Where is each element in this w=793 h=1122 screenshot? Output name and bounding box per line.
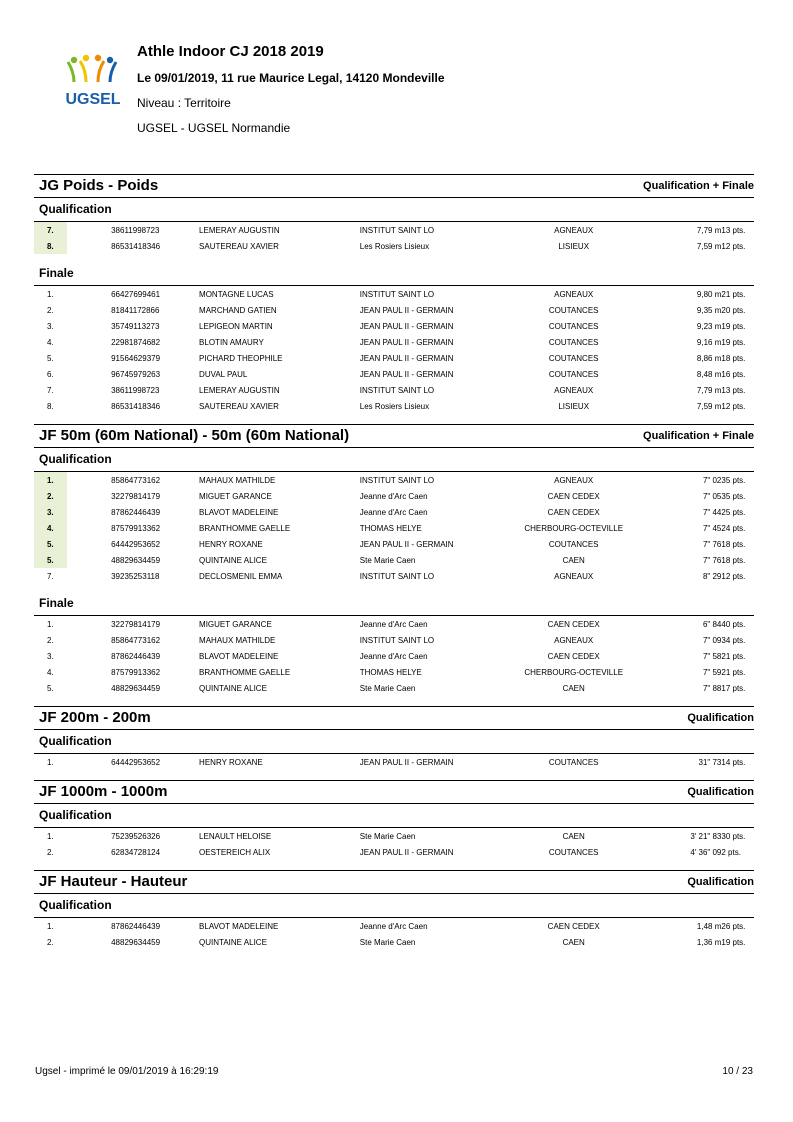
- athlete-name-cell: LEPIGEON MARTIN: [199, 321, 273, 331]
- license-cell: 96745979263: [111, 369, 161, 379]
- club-cell: INSTITUT SAINT LO: [359, 225, 435, 235]
- table-row: [34, 754, 754, 770]
- athlete-name-cell: SAUTEREAU XAVIER: [199, 401, 279, 411]
- rank-cell: 1.: [46, 619, 54, 629]
- table-row: [34, 536, 754, 552]
- phase-title: Finale: [34, 262, 754, 286]
- license-cell: 32279814179: [111, 619, 161, 629]
- performance-cell: 7" 58: [702, 651, 722, 661]
- rank-cell: 3.: [46, 321, 54, 331]
- event-type: Qualification: [687, 712, 754, 724]
- table-row: [34, 828, 754, 844]
- license-cell: 22981874682: [111, 337, 161, 347]
- city-cell: CAEN CEDEX: [547, 507, 600, 517]
- performance-cell: 9,16 m: [696, 337, 722, 347]
- table-row: [34, 472, 754, 488]
- rank-cell: 2.: [46, 305, 54, 315]
- spacer-cell: [67, 536, 112, 552]
- event-title: JF 50m (60m National) - 50m (60m National): [39, 427, 350, 444]
- club-cell: Ste Marie Caen: [359, 831, 416, 841]
- rank-cell: 7.: [46, 571, 54, 581]
- spacer-cell: [67, 488, 112, 504]
- license-cell: 48829634459: [111, 937, 161, 947]
- rank-cell: 3.: [34, 504, 67, 520]
- event-title: JF Hauteur - Hauteur: [39, 873, 188, 890]
- performance-cell: 1,36 m: [696, 937, 722, 947]
- rank-cell: 4.: [46, 667, 54, 677]
- athlete-name-cell: BRANTHOMME GAELLE: [199, 523, 291, 533]
- city-cell: LISIEUX: [558, 241, 590, 251]
- points-cell: 13 pts.: [721, 385, 746, 395]
- points-cell: 18 pts.: [721, 539, 746, 549]
- license-cell: 87579913362: [111, 667, 161, 677]
- event-title: JG Poids - Poids: [39, 177, 159, 194]
- results-content: [34, 174, 754, 960]
- table-row: [34, 350, 754, 366]
- license-cell: 38611998723: [111, 225, 160, 235]
- spacer-cell: [67, 302, 112, 318]
- club-cell: Jeanne d'Arc Caen: [359, 651, 428, 661]
- athlete-name-cell: HENRY ROXANE: [199, 757, 263, 767]
- event-date-location: Le 09/01/2019, 11 rue Maurice Legal, 14120 Mondeville: [137, 71, 445, 85]
- table-row: [34, 568, 754, 584]
- license-cell: 85864773162: [111, 635, 161, 645]
- city-cell: CAEN: [562, 937, 585, 947]
- city-cell: COUTANCES: [548, 305, 599, 315]
- phase-title: Finale: [34, 592, 754, 616]
- rank-cell: 2.: [46, 937, 54, 947]
- section-spacer: [34, 414, 754, 424]
- club-cell: JEAN PAUL II - GERMAIN: [359, 321, 454, 331]
- points-cell: 21 pts.: [721, 667, 746, 677]
- section-spacer: [34, 770, 754, 780]
- athlete-name-cell: OESTEREICH ALIX: [199, 847, 271, 857]
- city-cell: CAEN CEDEX: [547, 619, 600, 629]
- performance-cell: 7,79 m: [696, 385, 722, 395]
- event-section: [34, 424, 754, 706]
- performance-cell: 7" 02: [702, 475, 722, 485]
- table-row: [34, 366, 754, 382]
- event-type: Qualification: [687, 876, 754, 888]
- event-header: [34, 174, 754, 197]
- spacer-cell: [67, 520, 112, 536]
- club-cell: THOMAS HELYE: [359, 667, 422, 677]
- table-row: [34, 504, 754, 520]
- spacer-cell: [67, 632, 112, 648]
- table-row: [34, 680, 754, 696]
- phase-title: Qualification: [34, 447, 754, 472]
- license-cell: 39235253118: [111, 571, 160, 581]
- spacer-cell: [67, 222, 112, 238]
- club-cell: JEAN PAUL II - GERMAIN: [359, 539, 454, 549]
- points-cell: 35 pts.: [721, 475, 746, 485]
- city-cell: CAEN CEDEX: [547, 651, 600, 661]
- spacer-cell: [67, 918, 112, 934]
- spacer-cell: [67, 318, 112, 334]
- club-cell: JEAN PAUL II - GERMAIN: [359, 353, 454, 363]
- athlete-name-cell: QUINTAINE ALICE: [199, 683, 267, 693]
- athlete-name-cell: MONTAGNE LUCAS: [199, 289, 274, 299]
- license-cell: 35749113273: [111, 321, 160, 331]
- city-cell: COUTANCES: [548, 337, 599, 347]
- spacer-cell: [67, 568, 112, 584]
- points-cell: 19 pts.: [721, 937, 746, 947]
- rank-cell: 7.: [34, 222, 67, 238]
- performance-cell: 7,79 m: [696, 225, 722, 235]
- spacer-cell: [67, 616, 112, 632]
- spacer-cell: [67, 472, 112, 488]
- athlete-name-cell: BRANTHOMME GAELLE: [199, 667, 291, 677]
- phase-title: Qualification: [34, 803, 754, 828]
- license-cell: 87862446439: [111, 651, 161, 661]
- rank-cell: 7.: [46, 385, 54, 395]
- table-row: [34, 222, 754, 238]
- club-cell: JEAN PAUL II - GERMAIN: [359, 337, 454, 347]
- points-cell: 21 pts.: [721, 289, 746, 299]
- table-row: [34, 616, 754, 632]
- performance-cell: 7" 76: [702, 539, 722, 549]
- license-cell: 62834728124: [111, 847, 161, 857]
- table-row: [34, 398, 754, 414]
- points-cell: 21 pts.: [721, 651, 746, 661]
- table-row: [34, 844, 754, 860]
- table-row: [34, 632, 754, 648]
- athlete-name-cell: LENAULT HELOISE: [199, 831, 272, 841]
- spacer-cell: [67, 754, 112, 770]
- city-cell: AGNEAUX: [554, 571, 594, 581]
- city-cell: LISIEUX: [558, 401, 590, 411]
- points-cell: 12 pts.: [721, 401, 746, 411]
- license-cell: 86531418346: [111, 401, 161, 411]
- performance-cell: 4' 36" 09: [690, 847, 722, 857]
- rank-cell: 6.: [46, 369, 54, 379]
- city-cell: CAEN: [562, 683, 585, 693]
- event-header: [34, 870, 754, 893]
- event-title: JF 1000m - 1000m: [39, 783, 168, 800]
- license-cell: 66427699461: [111, 289, 161, 299]
- event-header: [34, 706, 754, 729]
- license-cell: 87862446439: [111, 921, 161, 931]
- performance-cell: 7" 09: [702, 635, 722, 645]
- city-cell: CHERBOURG-OCTEVILLE: [524, 523, 624, 533]
- spacer-cell: [67, 844, 112, 860]
- event-type: Qualification: [687, 786, 754, 798]
- table-row: [34, 664, 754, 680]
- points-cell: 25 pts.: [721, 507, 746, 517]
- event-header: [34, 424, 754, 447]
- city-cell: COUTANCES: [548, 369, 599, 379]
- points-cell: 26 pts.: [721, 921, 746, 931]
- license-cell: 48829634459: [111, 683, 161, 693]
- performance-cell: 6" 84: [702, 619, 722, 629]
- club-cell: Jeanne d'Arc Caen: [359, 507, 428, 517]
- club-cell: Jeanne d'Arc Caen: [359, 491, 428, 501]
- rank-cell: 2.: [34, 488, 67, 504]
- event-type: Qualification + Finale: [643, 430, 754, 442]
- club-cell: INSTITUT SAINT LO: [359, 289, 435, 299]
- spacer-cell: [67, 238, 112, 254]
- results-table: [34, 828, 754, 860]
- rank-cell: 1.: [46, 289, 54, 299]
- rank-cell: 2.: [46, 635, 54, 645]
- performance-cell: 7" 88: [702, 683, 722, 693]
- rank-cell: 4.: [34, 520, 67, 536]
- club-cell: THOMAS HELYE: [359, 523, 422, 533]
- club-cell: Les Rosiers Lisieux: [359, 241, 430, 251]
- spacer-cell: [67, 934, 112, 950]
- rank-cell: 8.: [46, 401, 54, 411]
- points-cell: 13 pts.: [721, 225, 746, 235]
- logo-text: UGSEL: [65, 91, 121, 108]
- points-cell: 18 pts.: [721, 353, 746, 363]
- table-row: [34, 648, 754, 664]
- athlete-name-cell: LEMERAY AUGUSTIN: [199, 385, 280, 395]
- club-cell: JEAN PAUL II - GERMAIN: [359, 847, 454, 857]
- rank-cell: 4.: [46, 337, 54, 347]
- city-cell: AGNEAUX: [554, 385, 594, 395]
- spacer-cell: [67, 366, 112, 382]
- rank-cell: 5.: [46, 353, 54, 363]
- phase-title: Qualification: [34, 893, 754, 918]
- spacer-cell: [67, 664, 112, 680]
- table-row: [34, 488, 754, 504]
- rank-cell: 5.: [46, 683, 54, 693]
- spacer-cell: [67, 552, 112, 568]
- city-cell: CAEN CEDEX: [547, 491, 600, 501]
- table-row: [34, 520, 754, 536]
- rank-cell: 1.: [46, 831, 54, 841]
- ugsel-logo: [60, 52, 126, 112]
- table-row: [34, 382, 754, 398]
- license-cell: 87579913362: [111, 523, 161, 533]
- points-cell: 40 pts.: [721, 619, 746, 629]
- table-row: [34, 934, 754, 950]
- club-cell: Ste Marie Caen: [359, 937, 416, 947]
- results-table: [34, 286, 754, 414]
- event-section: [34, 706, 754, 780]
- athlete-name-cell: BLAVOT MADELEINE: [199, 651, 279, 661]
- event-title: JF 200m - 200m: [39, 709, 151, 726]
- rank-cell: 5.: [34, 552, 67, 568]
- athlete-name-cell: QUINTAINE ALICE: [199, 555, 267, 565]
- section-spacer: [34, 860, 754, 870]
- points-cell: 19 pts.: [721, 321, 746, 331]
- license-cell: 64442953652: [111, 757, 161, 767]
- performance-cell: 8,48 m: [696, 369, 722, 379]
- page-title: Athle Indoor CJ 2018 2019: [137, 43, 324, 60]
- city-cell: AGNEAUX: [554, 475, 594, 485]
- points-cell: 20 pts.: [721, 305, 746, 315]
- city-cell: COUTANCES: [548, 757, 599, 767]
- athlete-name-cell: BLAVOT MADELEINE: [199, 507, 279, 517]
- page-number: 10 / 23: [722, 1066, 753, 1077]
- spacer-cell: [67, 334, 112, 350]
- club-cell: Les Rosiers Lisieux: [359, 401, 430, 411]
- athlete-name-cell: QUINTAINE ALICE: [199, 937, 267, 947]
- spacer-cell: [67, 382, 112, 398]
- phase-title: Qualification: [34, 197, 754, 222]
- rank-cell: 1.: [46, 757, 54, 767]
- license-cell: 48829634459: [111, 555, 161, 565]
- performance-cell: 9,35 m: [696, 305, 722, 315]
- club-cell: Jeanne d'Arc Caen: [359, 619, 428, 629]
- performance-cell: 1,48 m: [696, 921, 722, 931]
- club-cell: INSTITUT SAINT LO: [359, 385, 435, 395]
- license-cell: 64442953652: [111, 539, 161, 549]
- athlete-name-cell: BLAVOT MADELEINE: [199, 921, 279, 931]
- performance-cell: 31" 73: [698, 757, 722, 767]
- rank-cell: 8.: [34, 238, 67, 254]
- table-row: [34, 334, 754, 350]
- event-section: [34, 780, 754, 870]
- section-spacer: [34, 696, 754, 706]
- city-cell: AGNEAUX: [554, 289, 594, 299]
- club-cell: Ste Marie Caen: [359, 555, 416, 565]
- performance-cell: 8" 29: [702, 571, 722, 581]
- competition-level: Niveau : Territoire: [137, 96, 231, 110]
- club-cell: JEAN PAUL II - GERMAIN: [359, 757, 454, 767]
- event-section: [34, 174, 754, 424]
- athlete-name-cell: SAUTEREAU XAVIER: [199, 241, 279, 251]
- rank-cell: 2.: [46, 847, 54, 857]
- spacer-cell: [67, 828, 112, 844]
- table-row: [34, 552, 754, 568]
- table-row: [34, 302, 754, 318]
- license-cell: 87862446439: [111, 507, 161, 517]
- points-cell: 17 pts.: [721, 683, 746, 693]
- points-cell: 34 pts.: [721, 635, 746, 645]
- print-footer: Ugsel - imprimé le 09/01/2019 à 16:29:19: [35, 1066, 219, 1077]
- performance-cell: 9,80 m: [696, 289, 722, 299]
- city-cell: COUTANCES: [548, 539, 599, 549]
- club-cell: Jeanne d'Arc Caen: [359, 921, 428, 931]
- city-cell: COUTANCES: [548, 353, 599, 363]
- license-cell: 81841172866: [111, 305, 160, 315]
- points-cell: 18 pts.: [721, 555, 746, 565]
- club-cell: INSTITUT SAINT LO: [359, 635, 435, 645]
- spacer-cell: [67, 504, 112, 520]
- city-cell: COUTANCES: [548, 847, 599, 857]
- results-table: [34, 754, 754, 770]
- section-spacer: [34, 950, 754, 960]
- table-row: [34, 918, 754, 934]
- club-cell: INSTITUT SAINT LO: [359, 475, 435, 485]
- performance-cell: 7,59 m: [696, 241, 722, 251]
- rank-cell: 5.: [34, 536, 67, 552]
- spacer-cell: [67, 350, 112, 366]
- city-cell: AGNEAUX: [554, 225, 594, 235]
- rank-cell: 3.: [46, 651, 54, 661]
- athlete-name-cell: HENRY ROXANE: [199, 539, 263, 549]
- results-table: [34, 616, 754, 696]
- athlete-name-cell: MAHAUX MATHILDE: [199, 635, 276, 645]
- phase-title: Qualification: [34, 729, 754, 754]
- performance-cell: 8,86 m: [696, 353, 722, 363]
- points-cell: 35 pts.: [721, 491, 746, 501]
- points-cell: 24 pts.: [721, 523, 746, 533]
- results-table: [34, 918, 754, 950]
- club-cell: JEAN PAUL II - GERMAIN: [359, 369, 454, 379]
- license-cell: 38611998723: [111, 385, 160, 395]
- athlete-name-cell: MAHAUX MATHILDE: [199, 475, 276, 485]
- license-cell: 75239526326: [111, 831, 161, 841]
- athlete-name-cell: DUVAL PAUL: [199, 369, 248, 379]
- club-cell: Ste Marie Caen: [359, 683, 416, 693]
- performance-cell: 7" 59: [702, 667, 722, 677]
- athlete-name-cell: BLOTIN AMAURY: [199, 337, 264, 347]
- athlete-name-cell: PICHARD THEOPHILE: [199, 353, 283, 363]
- rank-cell: 1.: [46, 921, 54, 931]
- spacer-cell: [67, 286, 112, 302]
- spacer-cell: [67, 680, 112, 696]
- points-cell: 30 pts.: [721, 831, 746, 841]
- points-cell: 12 pts.: [721, 241, 746, 251]
- points-cell: 19 pts.: [721, 337, 746, 347]
- club-cell: INSTITUT SAINT LO: [359, 571, 435, 581]
- license-cell: 86531418346: [111, 241, 161, 251]
- table-row: [34, 318, 754, 334]
- event-section: [34, 870, 754, 960]
- performance-cell: 7" 76: [702, 555, 722, 565]
- rank-cell: 1.: [34, 472, 67, 488]
- city-cell: CAEN CEDEX: [547, 921, 600, 931]
- athlete-name-cell: MARCHAND GATIEN: [199, 305, 277, 315]
- license-cell: 85864773162: [111, 475, 161, 485]
- results-table: [34, 472, 754, 584]
- table-row: [34, 238, 754, 254]
- points-cell: 16 pts.: [721, 369, 746, 379]
- city-cell: CAEN: [562, 555, 585, 565]
- spacer-cell: [67, 648, 112, 664]
- license-cell: 91564629379: [111, 353, 161, 363]
- table-row: [34, 286, 754, 302]
- club-cell: JEAN PAUL II - GERMAIN: [359, 305, 454, 315]
- city-cell: COUTANCES: [548, 321, 599, 331]
- performance-cell: 3' 21" 83: [690, 831, 722, 841]
- athlete-name-cell: LEMERAY AUGUSTIN: [199, 225, 280, 235]
- performance-cell: 7,59 m: [696, 401, 722, 411]
- results-table: [34, 222, 754, 254]
- city-cell: AGNEAUX: [554, 635, 594, 645]
- performance-cell: 7" 05: [702, 491, 722, 501]
- performance-cell: 9,23 m: [696, 321, 722, 331]
- city-cell: CAEN: [562, 831, 585, 841]
- license-cell: 32279814179: [111, 491, 161, 501]
- athlete-name-cell: MIGUET GARANCE: [199, 619, 272, 629]
- organizer: UGSEL - UGSEL Normandie: [137, 121, 291, 135]
- points-cell: 12 pts.: [721, 571, 746, 581]
- city-cell: CHERBOURG-OCTEVILLE: [524, 667, 624, 677]
- performance-cell: 7" 45: [702, 523, 722, 533]
- event-type: Qualification + Finale: [643, 180, 754, 192]
- athlete-name-cell: DECLOSMENIL EMMA: [199, 571, 283, 581]
- points-cell: 14 pts.: [721, 757, 746, 767]
- event-header: [34, 780, 754, 803]
- spacer-cell: [67, 398, 112, 414]
- performance-cell: 7" 44: [702, 507, 722, 517]
- athlete-name-cell: MIGUET GARANCE: [199, 491, 272, 501]
- points-cell: 2 pts.: [721, 847, 741, 857]
